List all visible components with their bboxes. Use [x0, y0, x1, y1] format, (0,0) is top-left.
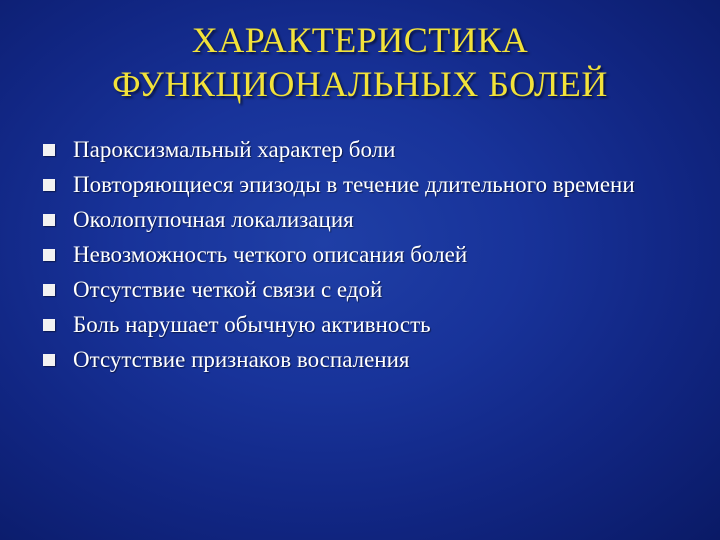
square-bullet-icon: [43, 354, 55, 366]
square-bullet-icon: [43, 284, 55, 296]
square-bullet-icon: [43, 249, 55, 261]
square-bullet-icon: [43, 144, 55, 156]
bullet-item: [40, 272, 680, 307]
bullet-item: [40, 307, 680, 342]
bullet-text: Отсутствие четкой связи с едой: [73, 277, 383, 302]
bullet-text: Невозможность четкого описания болей: [73, 242, 468, 267]
bullet-text: Повторяющиеся эпизоды в течение длительного времени: [73, 172, 635, 197]
bullet-item: [40, 132, 680, 167]
bullet-item: [40, 342, 680, 377]
bullet-item: [40, 167, 680, 202]
square-bullet-icon: [43, 179, 55, 191]
bullet-text: Боль нарушает обычную активность: [73, 312, 431, 337]
bullet-item: [40, 237, 680, 272]
slide-title-line-1: ХАРАКТЕРИСТИКА: [191, 20, 529, 60]
bullet-text: Пароксизмальный характер боли: [73, 137, 396, 162]
bullet-text: Отсутствие признаков воспаления: [73, 347, 410, 372]
square-bullet-icon: [43, 214, 55, 226]
slide-title-line-2: ФУНКЦИОНАЛЬНЫХ БОЛЕЙ: [112, 64, 608, 104]
bullet-item: [40, 202, 680, 237]
slide-title: [30, 18, 690, 106]
bullet-text: Околопупочная локализация: [73, 207, 354, 232]
bullet-list: [40, 132, 680, 377]
square-bullet-icon: [43, 319, 55, 331]
